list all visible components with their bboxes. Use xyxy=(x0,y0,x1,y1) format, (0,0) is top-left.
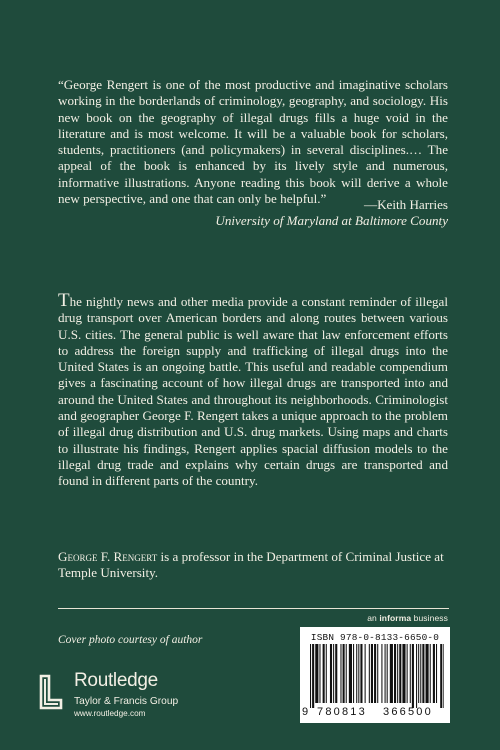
barcode-bar xyxy=(443,644,444,708)
photo-credit: Cover photo courtesy of author xyxy=(58,634,203,646)
barcode-bar xyxy=(330,644,332,703)
barcode-bar xyxy=(420,644,421,703)
author-bio-text: is a professor in the Department of Criminal Justice at Temple University. xyxy=(58,549,444,581)
barcode-digits-right: 366500 xyxy=(383,706,433,718)
barcode-bars xyxy=(310,644,444,708)
barcode-bar xyxy=(346,644,347,703)
barcode-bar xyxy=(394,644,396,703)
barcode-bar xyxy=(418,644,419,703)
barcode-digit-first: 9 xyxy=(302,706,309,718)
publisher-group: Taylor & Francis Group xyxy=(74,696,179,707)
barcode-bar xyxy=(410,644,411,703)
author-bio xyxy=(58,549,450,582)
barcode-bar xyxy=(399,644,401,703)
barcode-bar xyxy=(412,644,414,708)
barcode-bar xyxy=(387,644,388,703)
barcode-bar xyxy=(349,644,352,703)
routledge-logo-icon xyxy=(36,673,66,713)
informa-prefix: an xyxy=(367,613,380,623)
author-name: George F. Rengert xyxy=(58,549,158,564)
barcode-bar xyxy=(397,644,398,703)
barcode-bar xyxy=(416,644,417,708)
barcode-digits-left: 780813 xyxy=(317,706,367,718)
description-drop-cap: T xyxy=(58,290,70,311)
barcode-bar xyxy=(315,644,318,703)
barcode-bar xyxy=(369,644,370,703)
informa-suffix: business xyxy=(411,613,448,623)
barcode-bar xyxy=(440,644,442,708)
routledge-logo xyxy=(36,670,206,720)
endorsement-affiliation: University of Maryland at Baltimore County xyxy=(215,213,448,229)
barcode-bar xyxy=(323,644,325,703)
barcode-bar xyxy=(319,644,320,703)
endorsement-attribution xyxy=(215,197,448,230)
barcode-bar xyxy=(371,644,373,703)
barcode-bar xyxy=(353,644,354,703)
barcode-bar xyxy=(407,644,408,703)
barcode-bar xyxy=(326,644,327,703)
barcode-bar xyxy=(312,644,314,708)
description-text: he nightly news and other media provide a constant reminder of illegal drug transport over American borders and along routes between various U.S. cities. The general public is well aware that law enforcement efforts to address the foreign supply and trafficking of illegal drugs into the United States is an ongoing battle. This useful and readable compendium gives a fascinating account of how illegal drugs are transported into and around the United States and throughout its neighborhoods. Criminologist and geographer George F. Rengert takes a unique approach to the problem of illegal drug distribution and U.S. drug markets. Using maps and charts to illustrate his findings, Rengert applies spacial diffusion models to the illegal drug trade and explains why certain drugs are transported and found in different parts of the country. xyxy=(58,294,448,489)
barcode-bar xyxy=(402,644,405,703)
barcode-bar xyxy=(365,644,366,703)
barcode-bar xyxy=(374,644,376,703)
barcode-bar xyxy=(360,644,362,703)
barcode-bar xyxy=(422,644,424,703)
barcode-bar xyxy=(335,644,337,703)
publisher-url: www.routledge.com xyxy=(74,709,146,718)
barcode-bar xyxy=(343,644,345,703)
publisher-name: Routledge xyxy=(74,670,158,691)
endorsement-quote: “George Rengert is one of the most productive and imaginative scholars working in the borderlands of criminology, geography, and sociology. His new book on the geography of illegal drugs fills a huge void in the literature and is most welcome. It will be a valuable book for scholars, students, practitioners (and policymakers) in several disciplines.… The appeal of the book is enhanced by its lively style and numerous, informative illustrations. Anyone reading this book will derive a whole new perspective, and one that can only be helpful.” xyxy=(58,77,448,207)
book-description xyxy=(58,290,448,490)
barcode-bar xyxy=(430,644,431,703)
barcode-bar xyxy=(390,644,393,703)
barcode-bar xyxy=(381,644,382,703)
barcode-bar xyxy=(333,644,334,703)
informa-business-tag xyxy=(367,613,448,623)
barcode-bar xyxy=(433,644,435,703)
barcode-bar xyxy=(356,644,357,703)
barcode-bar xyxy=(310,644,311,708)
barcode-bar xyxy=(436,644,437,703)
barcode-bar xyxy=(358,644,359,703)
endorsement-author: —Keith Harries xyxy=(364,197,448,212)
barcode-bar xyxy=(426,644,429,703)
barcode-bar xyxy=(385,644,386,703)
divider xyxy=(58,608,449,609)
isbn-barcode xyxy=(300,627,450,723)
barcode-bar xyxy=(377,644,378,703)
informa-brand: informa xyxy=(379,613,412,623)
barcode-bar xyxy=(340,644,341,703)
isbn-label: ISBN 978-0-8133-6650-0 xyxy=(310,632,440,643)
